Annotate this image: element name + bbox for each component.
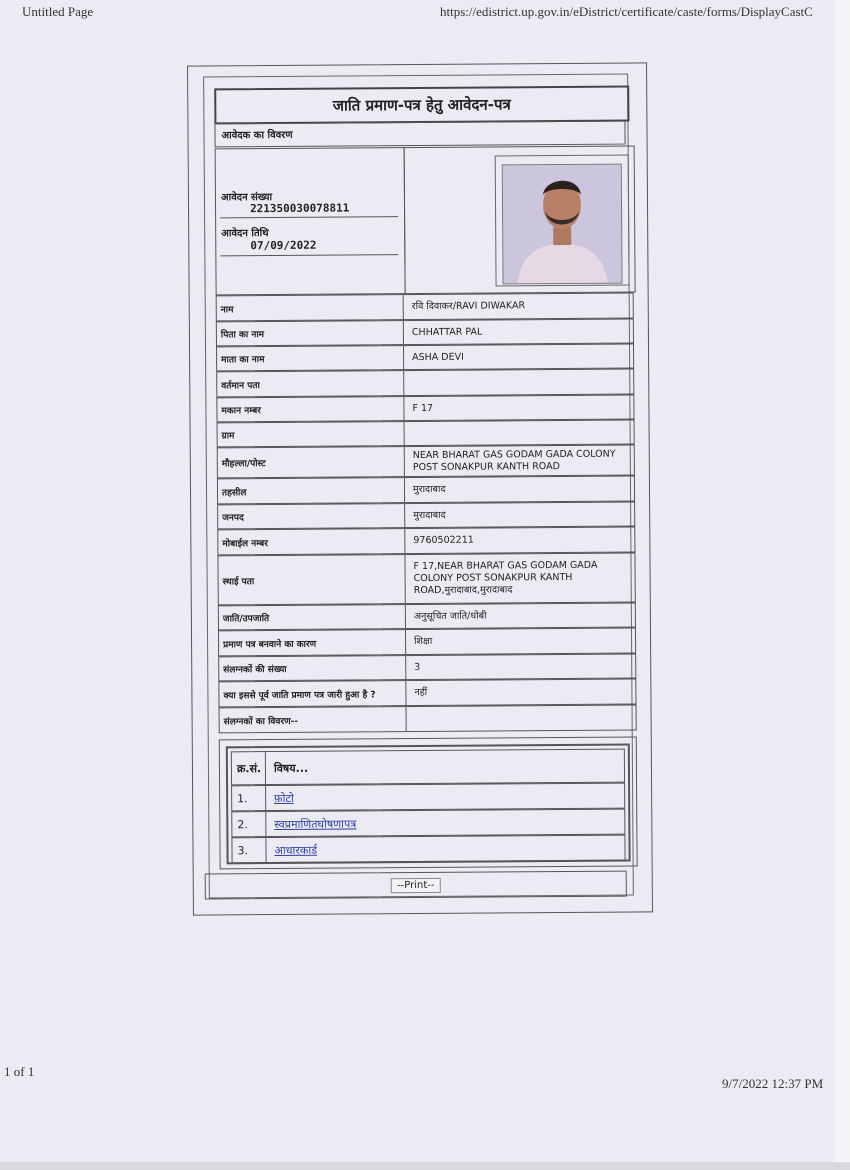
form-title: जाति प्रमाण-पत्र हेतु आवेदन-पत्र	[214, 86, 629, 125]
application-date: 07/09/2022	[250, 238, 317, 253]
field-value: NEAR BHARAT GAS GODAM GADA COLONY POST SONAKPUR KANTH ROAD	[412, 448, 616, 473]
field-value: 3	[414, 661, 421, 673]
field-value	[404, 370, 633, 396]
field-label: वर्तमान पता	[217, 371, 404, 396]
field-label: मौहल्ला/पोस्ट	[218, 447, 405, 477]
attachment-sno: 3.	[232, 838, 266, 862]
divider	[220, 216, 398, 218]
scan-edge	[834, 0, 850, 1170]
field-row-reason	[218, 627, 636, 656]
header-sno: क्र.सं.	[232, 752, 266, 784]
header-subject: विषय...	[273, 761, 309, 775]
application-date-label: आवेदन तिथि	[221, 228, 269, 240]
field-label: नाम	[217, 295, 404, 320]
attachment-link-aadhaar[interactable]: आधारकार्ड	[274, 843, 318, 857]
field-value: ASHA DEVI	[412, 351, 464, 363]
field-label: क्या इससे पूर्व जाति प्रमाण पत्र जारी हुआ है ?	[219, 681, 406, 706]
application-number-label: आवेदन संख्या	[220, 192, 273, 204]
page-count: 1 of 1	[4, 1064, 35, 1079]
section-heading: आवेदक का विवरण	[214, 121, 625, 148]
field-label: जनपद	[218, 504, 405, 528]
print-url: https://edistrict.up.gov.in/eDistrict/certificate/caste/forms/DisplayCastC	[440, 4, 813, 19]
print-button[interactable]: --Print--	[391, 878, 441, 893]
attachment-link-photo[interactable]: फ़ोटो	[274, 791, 294, 805]
applicant-photo-icon	[502, 164, 623, 285]
field-value: रवि दिवाकर/RAVI DIWAKAR	[411, 300, 526, 313]
field-label: ग्राम	[218, 422, 405, 446]
print-page-title: Untitled Page	[22, 4, 94, 19]
field-row-district	[217, 501, 635, 529]
divider	[220, 254, 398, 256]
field-label: जाति/उपजाति	[219, 605, 406, 629]
field-row-tehsil	[217, 475, 635, 504]
attachments-table	[226, 744, 631, 865]
field-label: स्थाई पता	[218, 555, 405, 604]
field-value: 9760502211	[413, 534, 474, 547]
field-row-previous-certificate	[218, 678, 636, 707]
field-row-attachment-details	[219, 704, 637, 733]
field-row-caste	[218, 602, 636, 630]
field-row-current-address	[216, 369, 634, 398]
field-label: माता का नाम	[217, 346, 404, 370]
field-row-locality	[217, 445, 635, 479]
attachment-row	[231, 835, 625, 864]
field-row-village	[217, 420, 635, 448]
field-row-house-number	[216, 395, 634, 423]
attachment-row	[231, 809, 625, 838]
attachment-sno: 1.	[232, 786, 266, 810]
field-label: पिता का नाम	[217, 321, 404, 345]
field-label: संलग्नकों का विवरण--	[220, 707, 407, 732]
photo-frame	[495, 155, 630, 287]
field-value: F 17	[412, 402, 434, 414]
field-row-mobile	[217, 526, 635, 555]
field-row-name	[216, 293, 634, 322]
attachment-sno: 2.	[232, 812, 266, 836]
field-row-mother	[216, 344, 634, 372]
photo-cell	[404, 145, 636, 294]
field-row-permanent-address	[217, 552, 635, 605]
print-row	[205, 871, 627, 900]
field-value	[405, 421, 634, 446]
attachments-section	[219, 736, 638, 869]
field-value: अनुसूचित जाति/धोबी	[413, 610, 487, 622]
field-value: CHHATTAR PAL	[411, 326, 483, 338]
field-value	[407, 706, 636, 732]
field-label: मकान नम्बर	[217, 397, 404, 421]
form-frame	[187, 62, 653, 915]
form-inner-frame	[203, 74, 634, 899]
field-value: शिक्षा	[414, 635, 433, 648]
field-value: F 17,NEAR BHARAT GAS GODAM GADA COLONY POST SONAKPUR KANTH ROAD,मुरादाबाद,मुरादाबाद	[413, 559, 598, 597]
field-value: मुरादाबाद	[413, 509, 446, 521]
print-timestamp: 9/7/2022 12:37 PM	[722, 1076, 824, 1091]
field-label: तहसील	[218, 478, 405, 503]
field-row-father	[216, 319, 634, 347]
attachment-link-self-declaration[interactable]: स्वप्रमाणितघोषणापत्र	[274, 816, 357, 831]
application-info	[215, 147, 406, 295]
field-label: मोबाईल नम्बर	[218, 529, 405, 554]
field-label: प्रमाण पत्र बनवाने का कारण	[219, 630, 406, 655]
attachment-row	[231, 783, 625, 812]
scan-edge	[0, 1162, 850, 1170]
attachments-header-row	[231, 749, 625, 786]
field-row-attachment-count	[218, 653, 636, 681]
field-value: नहीं	[414, 686, 428, 699]
application-number: 221350030078811	[249, 201, 350, 216]
field-label: संलग्नकों की संख्या	[219, 656, 406, 680]
field-value: मुरादाबाद	[412, 483, 446, 496]
